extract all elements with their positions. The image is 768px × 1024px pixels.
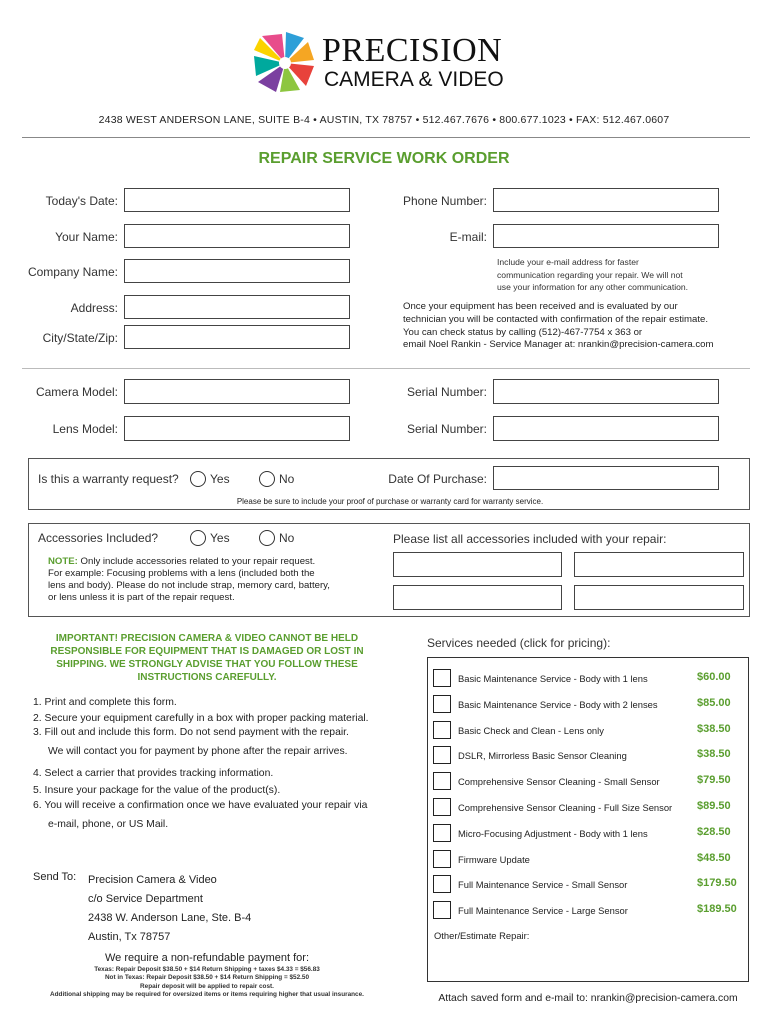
payment-details: Texas: Repair Deposit $38.50 + $14 Return Shipping + taxes $4.33 = $56.83 Not in Texas: Repair Deposit $38.50 + $14 Return Shipping = $52.50 Repair deposit will be applied to repair cost. Additional shipping may be required for oversized items or items requiring higher that usual insurance. bbox=[50, 966, 364, 999]
status-note: Once your equipment has been received and is evaluated by our technician you will be contacted with confirmation of the repair estimate. You can check status by calling (512)-467-7754 x 363 or email Noel Rankin - Service Manager at: nrankin@precision-camera.com bbox=[403, 301, 714, 351]
service-name: DSLR, Mirrorless Basic Sensor Cleaning bbox=[458, 750, 627, 762]
accessories-no-radio[interactable] bbox=[259, 530, 275, 546]
service-name: Basic Maintenance Service - Body with 1 lens bbox=[458, 673, 648, 684]
page-title: REPAIR SERVICE WORK ORDER bbox=[258, 150, 510, 167]
todays-date-label: Today's Date: bbox=[45, 194, 118, 208]
service-name: Basic Check and Clean - Lens only bbox=[458, 724, 604, 736]
service-checkbox[interactable] bbox=[433, 772, 451, 790]
warranty-yes-label: Yes bbox=[210, 472, 230, 486]
address-label: Address: bbox=[70, 301, 118, 315]
note-label: NOTE: bbox=[48, 556, 78, 567]
warranty-note: Please be sure to include your proof of purchase or warranty card for warranty service. bbox=[236, 497, 544, 506]
service-name: Micro-Focusing Adjustment - Body with 1 lens bbox=[458, 827, 648, 839]
service-checkbox[interactable] bbox=[433, 746, 451, 764]
payment-heading: We require a non-refundable payment for: bbox=[104, 952, 310, 964]
services-heading: Services needed (click for pricing): bbox=[427, 636, 611, 650]
accessory-input-1[interactable] bbox=[393, 552, 562, 577]
email-input[interactable] bbox=[493, 224, 719, 248]
step-3: 3. Fill out and include this form. Do not send payment with the repair. bbox=[33, 727, 349, 738]
accessories-no-label: No bbox=[279, 531, 295, 545]
camera-model-label: Camera Model: bbox=[35, 385, 118, 399]
company-name-input[interactable] bbox=[124, 259, 350, 283]
accessory-input-3[interactable] bbox=[393, 585, 562, 610]
logo bbox=[252, 30, 522, 96]
accessories-list-label: Please list all accessories included with your repair: bbox=[393, 532, 667, 546]
other-estimate-label: Other/Estimate Repair: bbox=[434, 930, 530, 941]
service-name: Comprehensive Sensor Cleaning - Small Sensor bbox=[458, 776, 660, 788]
lens-serial-number-input[interactable] bbox=[493, 416, 719, 441]
service-price[interactable]: $179.50 bbox=[697, 877, 737, 890]
service-name: Basic Maintenance Service - Body with 2 lenses bbox=[458, 698, 658, 710]
email-note: Include your e-mail address for faster communication regarding your repair. We will not use your information for any other communication. bbox=[497, 257, 689, 292]
warranty-no-radio[interactable] bbox=[259, 471, 275, 487]
service-price[interactable]: $38.50 bbox=[697, 748, 731, 761]
service-price[interactable]: $85.00 bbox=[697, 696, 731, 709]
lens-model-input[interactable] bbox=[124, 416, 350, 441]
lens-serial-number-label: Serial Number: bbox=[406, 422, 487, 436]
step-5: 5. Insure your package for the value of the product(s). bbox=[33, 785, 281, 796]
step-1: 1. Print and complete this form. bbox=[33, 697, 177, 708]
serial-number-label: Serial Number: bbox=[406, 385, 487, 399]
your-name-input[interactable] bbox=[124, 224, 350, 248]
header-divider bbox=[22, 137, 750, 138]
your-name-label: Your Name: bbox=[55, 230, 118, 244]
service-checkbox[interactable] bbox=[433, 875, 451, 893]
service-checkbox[interactable] bbox=[433, 695, 451, 713]
company-name-label: Company Name: bbox=[27, 265, 118, 279]
send-to-label: Send To: bbox=[33, 871, 77, 883]
accessory-input-4[interactable] bbox=[574, 585, 744, 610]
service-checkbox[interactable] bbox=[433, 798, 451, 816]
city-state-zip-input[interactable] bbox=[124, 325, 350, 349]
service-checkbox[interactable] bbox=[433, 721, 451, 739]
service-name: Full Maintenance Service - Small Sensor bbox=[458, 879, 628, 891]
service-price[interactable]: $28.50 bbox=[697, 825, 731, 838]
service-name: Firmware Update bbox=[458, 853, 530, 865]
warranty-yes-radio[interactable] bbox=[190, 471, 206, 487]
logo-mark-icon bbox=[252, 30, 318, 96]
phone-number-input[interactable] bbox=[493, 188, 719, 212]
step-4: 4. Select a carrier that provides tracking information. bbox=[33, 768, 274, 779]
step-2: 2. Secure your equipment carefully in a box with proper packing material. bbox=[33, 713, 369, 724]
service-checkbox[interactable] bbox=[433, 901, 451, 919]
service-price[interactable]: $60.00 bbox=[697, 671, 731, 683]
service-checkbox[interactable] bbox=[433, 850, 451, 868]
step-6-continued: e-mail, phone, or US Mail. bbox=[48, 819, 169, 830]
phone-number-label: Phone Number: bbox=[402, 194, 487, 208]
footer-instruction: Attach saved form and e-mail to: nrankin@precision-camera.com bbox=[438, 993, 738, 1004]
important-warning: IMPORTANT! PRECISION CAMERA & VIDEO CANNOT BE HELD RESPONSIBLE FOR EQUIPMENT THAT IS DAMAGED OR LOST IN SHIPPING. WE STRONGLY ADVISE THAT YOU FOLLOW THESE INSTRUCTIONS CAREFULLY. bbox=[50, 633, 364, 683]
brand-subtitle: CAMERA & VIDEO bbox=[324, 68, 504, 91]
accessories-note: NOTE: Only include accessories related to your repair request. For example: Focusing problems with a lens (included both the lens and body). Please do not include strap, memory card, battery, or lens unless it is part of the repair request. bbox=[48, 556, 330, 603]
city-state-zip-label: City/State/Zip: bbox=[42, 331, 118, 345]
service-price[interactable]: $89.50 bbox=[697, 800, 731, 812]
warranty-no-label: No bbox=[279, 472, 295, 486]
service-price[interactable]: $38.50 bbox=[697, 722, 731, 735]
service-name: Comprehensive Sensor Cleaning - Full Size Sensor bbox=[458, 802, 673, 813]
warranty-question: Is this a warranty request? bbox=[38, 472, 179, 486]
address-input[interactable] bbox=[124, 295, 350, 319]
date-of-purchase-label: Date Of Purchase: bbox=[388, 472, 487, 486]
service-price[interactable]: $48.50 bbox=[697, 851, 731, 864]
serial-number-input[interactable] bbox=[493, 379, 719, 404]
service-price[interactable]: $189.50 bbox=[697, 903, 737, 916]
email-label: E-mail: bbox=[449, 230, 487, 244]
accessories-yes-label: Yes bbox=[210, 531, 230, 545]
brand-name: PRECISION bbox=[322, 32, 503, 69]
service-name: Full Maintenance Service - Large Sensor bbox=[458, 905, 628, 917]
step-3-continued: We will contact you for payment by phone after the repair arrives. bbox=[48, 746, 348, 757]
accessory-input-2[interactable] bbox=[574, 552, 744, 577]
date-of-purchase-input[interactable] bbox=[493, 466, 719, 490]
accessories-yes-radio[interactable] bbox=[190, 530, 206, 546]
send-to-address: Precision Camera & Video c/o Service Department 2438 W. Anderson Lane, Ste. B-4 Austin, Tx 78757 bbox=[88, 874, 252, 943]
accessories-question: Accessories Included? bbox=[38, 531, 159, 545]
camera-model-input[interactable] bbox=[124, 379, 350, 404]
store-address: 2438 WEST ANDERSON LANE, SUITE B-4 • AUSTIN, TX 78757 • 512.467.7676 • 800.677.1023 • FAX: 512.467.0607 bbox=[98, 114, 670, 126]
section-divider bbox=[22, 368, 750, 369]
lens-model-label: Lens Model: bbox=[52, 422, 118, 436]
service-price[interactable]: $79.50 bbox=[697, 774, 731, 787]
service-checkbox[interactable] bbox=[433, 824, 451, 842]
step-6: 6. You will receive a confirmation once we have evaluated your repair via bbox=[33, 800, 368, 811]
service-checkbox[interactable] bbox=[433, 669, 451, 687]
todays-date-input[interactable] bbox=[124, 188, 350, 212]
